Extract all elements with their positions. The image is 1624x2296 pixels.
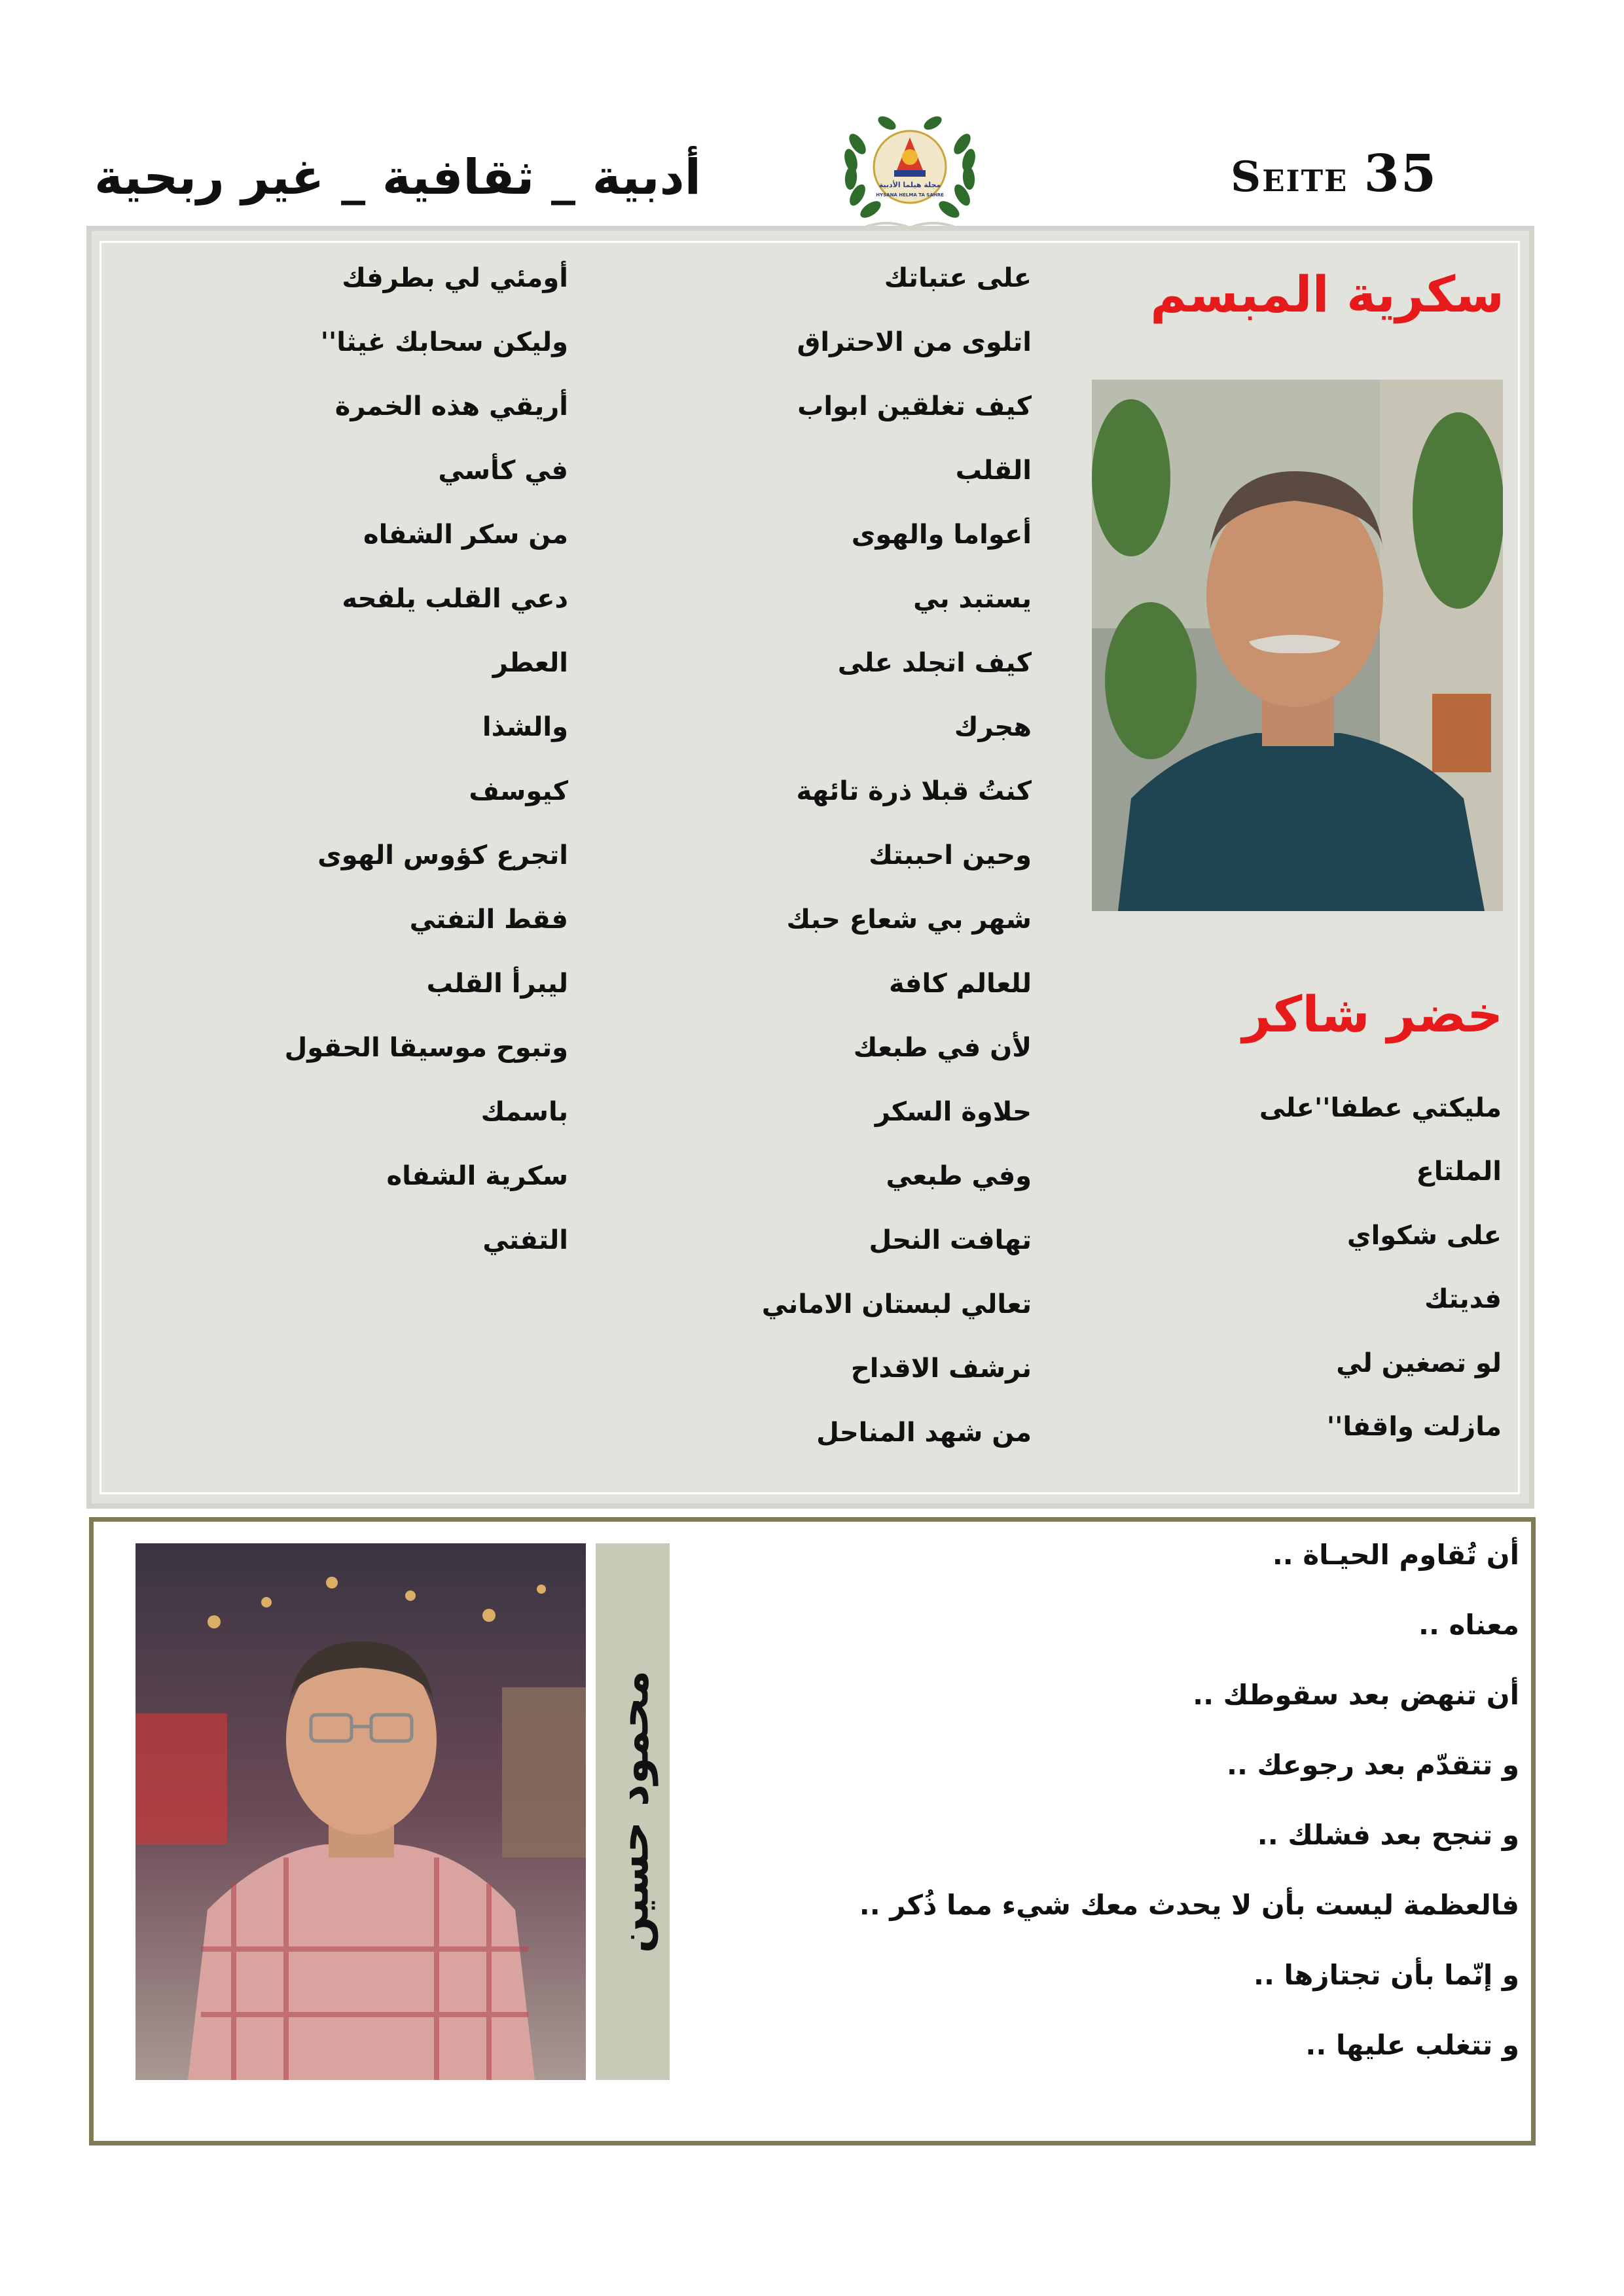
author-name: محمود حسين: [607, 1670, 658, 1953]
author-name-bar: [596, 1543, 670, 2080]
verse-line: يستبد بي: [913, 584, 1032, 614]
verse-line: لأن في طبعك: [853, 1033, 1032, 1063]
verse-line: كيوسف: [469, 776, 568, 806]
verse-line: سكرية الشفاه: [386, 1161, 568, 1191]
quote-line: معناه ..: [1418, 1609, 1519, 1641]
verse-line: وحين احببتك: [869, 840, 1032, 870]
quote-line: و تتغلب عليها ..: [1305, 2029, 1519, 2061]
verse-line: مازلت واقفا'': [1326, 1412, 1502, 1442]
page-number: [1231, 144, 1437, 204]
quote-line: و تتقدّم بعد رجوعك ..: [1226, 1749, 1519, 1781]
verse-line: من سكر الشفاه: [363, 520, 568, 550]
verse-line: فقط التفتي: [409, 905, 568, 935]
magazine-slogan: أدبية _ ثقافية _ غير ربحية: [94, 149, 701, 206]
page-number-value: 35: [1363, 144, 1438, 204]
verse-line: نرشف الاقداح: [850, 1354, 1032, 1384]
verse-line: لو تصغين لي: [1336, 1348, 1502, 1378]
verse-line: دعي القلب يلفحه: [342, 584, 568, 614]
quote-line: فالعظمة ليست بأن لا يحدث معك شيء مما ذُكر ..: [859, 1889, 1519, 1921]
verse-line: كيف اتجلد على: [837, 648, 1032, 678]
verse-line: تعالي لبستان الاماني: [761, 1289, 1032, 1319]
verse-line: باسمك: [480, 1097, 568, 1127]
verse-line: الملتاع: [1416, 1157, 1502, 1187]
verse-line: للعالم كافة: [889, 969, 1032, 999]
poem-title: سكرية المبسم: [1150, 265, 1504, 323]
verse-line: أومئي لي بطرفك: [342, 263, 568, 293]
author-photo: [135, 1543, 586, 2080]
logo-text: مجلة هيلما الأدبية: [878, 181, 941, 189]
logo-subtext: HYSANA HELMA TA SAHRE: [876, 192, 944, 198]
verse-line: والشذا: [482, 712, 568, 742]
magazine-logo: [831, 105, 988, 236]
verse-line: هجرك: [954, 712, 1032, 742]
verse-line: كنتُ قبلا ذرة تائهة: [796, 776, 1032, 806]
verse-line: في كأسي: [438, 456, 568, 486]
quote-line: و تنجح بعد فشلك ..: [1257, 1819, 1519, 1851]
verse-line: اتجرع كؤوس الهوى: [317, 840, 568, 870]
verse-line: من شهد المناحل: [816, 1418, 1032, 1448]
verse-line: أريقي هذه الخمرة: [334, 391, 568, 422]
verse-line: التفتي: [482, 1225, 568, 1255]
verse-line: على شكواي: [1346, 1221, 1502, 1251]
poet-name: خضر شاكر: [1242, 985, 1503, 1043]
verse-line: وفي طبعي: [886, 1161, 1032, 1191]
poet-photo: [1092, 380, 1503, 911]
verse-line: على عتباتك: [884, 263, 1032, 293]
verse-line: اتلوى من الاحتراق: [797, 327, 1032, 357]
verse-line: العطر: [492, 648, 568, 678]
quote-line: أن تُقاوم الحيـاة ..: [1272, 1539, 1519, 1571]
quote-line: و إنّما بأن تجتازها ..: [1253, 1959, 1519, 1991]
verse-line: كيف تغلقين ابواب: [797, 391, 1032, 422]
verse-line: وتبوح موسيقا الحقول: [284, 1033, 568, 1063]
verse-line: مليكتي عطفا''على: [1259, 1093, 1502, 1123]
verse-line: وليكن سحابك غيثا'': [320, 327, 568, 357]
verse-line: القلب: [955, 456, 1032, 486]
quote-line: أن تنهض بعد سقوطك ..: [1193, 1679, 1519, 1711]
verse-line: شهر بي شعاع حبك: [786, 905, 1032, 935]
verse-line: ليبرأ القلب: [426, 969, 568, 999]
verse-line: حلاوة السكر: [875, 1097, 1032, 1127]
verse-line: تهافت النحل: [869, 1225, 1032, 1255]
verse-line: أعواما والهوى: [851, 520, 1032, 550]
page-label: Seite: [1231, 152, 1348, 202]
verse-line: فديتك: [1424, 1284, 1502, 1314]
